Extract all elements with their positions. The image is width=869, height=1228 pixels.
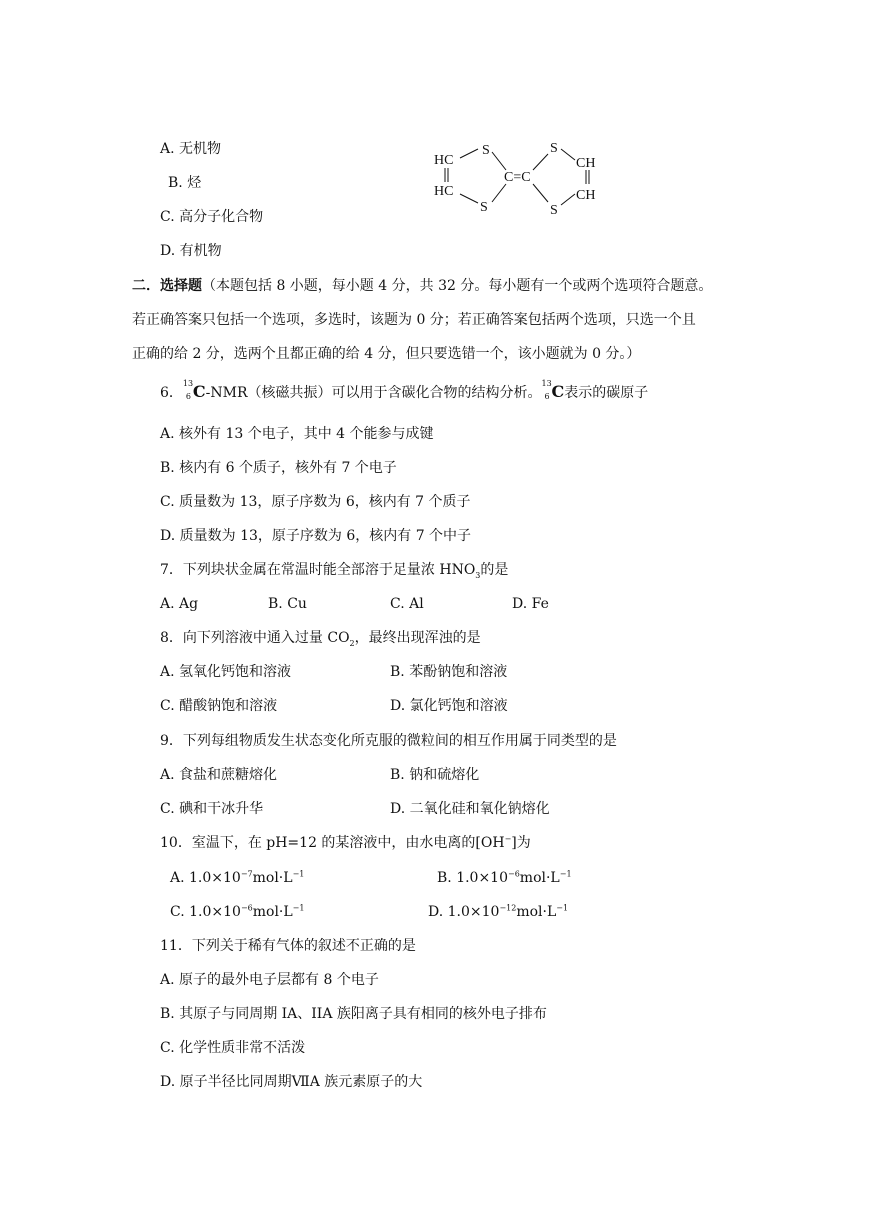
option-exponent: −6 [240,903,253,913]
option-unit: mol·L [519,870,560,886]
q10-stem-text: 10．室温下，在 pH=12 的某溶液中，由水电离的[OH [160,835,505,851]
q8-stem-text: 8．向下列溶液中通入过量 CO [160,630,350,646]
option-exponent: −12 [499,903,517,913]
q7-stem-text: 7．下列块状金属在常温时能全部溶于足量浓 HNO [160,562,476,578]
option-value: B. 1.0×10 [437,870,508,886]
q11-option-c: C. 化学性质非常不活泼 [160,1040,306,1056]
q7-option-a: A. Ag [160,596,199,612]
q6-option-c: C. 质量数为 13，原子序数为 6，核内有 7 个质子 [160,494,471,510]
option-unit-exponent: −1 [292,903,305,913]
mol-bond-c-s4 [533,184,548,202]
section2-intro3: 正确的给 2 分，选两个且都正确的给 4 分，但只要选错一个，该小题就为 0 分。） [132,346,641,362]
mol-hc-bottom: HC [434,184,454,199]
q9-option-a: A. 食盐和蔗糖熔化 [160,767,278,783]
q6-isotope-1 [182,379,194,401]
q10-option-b [437,869,572,887]
option-unit-exponent: −1 [292,869,305,879]
q9-option-d: D. 二氧化硅和氧化钠熔化 [390,801,550,817]
isotope-element: C [551,382,565,401]
section2-line1 [132,277,712,295]
mol-s4: S [550,203,558,218]
option-exponent: −6 [508,869,520,879]
isotope-atomic-number: 6 [185,392,192,401]
mol-s1: S [482,143,490,158]
mol-bond-s3-ch [561,149,575,160]
q8-stem-end: ，最终出现浑浊的是 [354,630,481,646]
q6-number: 6． [160,385,183,401]
mol-bond-s2-c [492,184,506,202]
q7-option-d: D. Fe [512,596,549,612]
section2-intro2: 若正确答案只包括一个选项，多选时，该题为 0 分；若正确答案包括两个选项，只选一个且 [132,312,696,328]
q7-stem-subscript: 3 [475,570,481,580]
q6-text2: 表示的碳原子 [564,385,649,401]
isotope-element: C [192,382,206,401]
section2-intro1: （本题包括 8 小题，每小题 4 分，共 32 分。每小题有一个或两个选项符合题意。 [202,278,713,294]
q8-option-a: A. 氢氧化钙饱和溶液 [160,664,292,680]
isotope-mass-number: 13 [182,379,194,388]
isotope-atomic-number: 6 [544,392,550,401]
q5-option-a: A. 无机物 [160,141,222,157]
q5-option-d: D. 有机物 [160,243,222,259]
q8-option-c: C. 醋酸钠饱和溶液 [160,698,278,714]
q6-option-a: A. 核外有 13 个电子，其中 4 个能参与成键 [160,426,434,442]
q11-option-d: D. 原子半径比同周期ⅦA 族元素原子的大 [160,1074,423,1090]
q8-option-b: B. 苯酚钠饱和溶液 [390,664,508,680]
mol-bond-hc-s1 [460,149,478,158]
option-unit-exponent: −1 [556,903,569,913]
option-unit-exponent: −1 [559,869,572,879]
q7-option-b: B. Cu [268,596,307,612]
q9-option-c: C. 碘和干冰升华 [160,801,264,817]
q8-stem-subscript: 2 [349,638,355,648]
mol-s2: S [480,200,488,215]
q5-option-b: B. 烃 [168,175,202,191]
q7-stem-end: 的是 [480,562,509,578]
q6-option-d: D. 质量数为 13，原子序数为 6，核内有 7 个中子 [160,528,472,544]
mol-bond-c-s3 [533,154,548,170]
q11-option-b: B. 其原子与同周期 IA、IIA 族阳离子具有相同的核外电子排布 [160,1006,547,1022]
mol-ch-top: CH [576,156,596,171]
q10-option-c [170,903,304,921]
q10-stem [160,834,531,852]
tetrathiafulvalene-structure [430,132,610,222]
q10-stem-superscript: − [504,834,512,844]
option-unit: mol·L [516,904,557,920]
mol-ch-bottom: CH [576,188,596,203]
option-value: C. 1.0×10 [170,904,241,920]
q6-text1: -NMR（核磁共振）可以用于含碳化合物的结构分析。 [205,385,542,401]
q11-stem: 11．下列关于稀有气体的叙述不正确的是 [160,938,416,954]
q10-stem-end: ]为 [511,835,531,851]
q10-option-a [170,869,304,887]
option-unit: mol·L [252,904,293,920]
option-unit: mol·L [252,870,293,886]
mol-cc: C=C [504,170,531,185]
q8-option-d: D. 氯化钙饱和溶液 [390,698,508,714]
mol-hc-top: HC [434,153,454,168]
mol-s3: S [550,141,558,156]
mol-bond-s1-c [492,152,506,170]
q11-option-a: A. 原子的最外电子层都有 8 个电子 [160,972,379,988]
q7-option-c: C. Al [390,596,424,612]
q6-option-b: B. 核内有 6 个质子，核外有 7 个电子 [160,460,397,476]
q6-isotope-2 [541,379,552,401]
q10-option-d [428,903,568,921]
option-value: D. 1.0×10 [428,904,500,920]
q8-stem [160,629,481,647]
q6-stem [160,379,649,402]
mol-bond-s4-ch [561,194,575,205]
option-value: A. 1.0×10 [170,870,241,886]
mol-bond-hc-s2 [460,194,478,203]
option-exponent: −7 [240,869,253,879]
isotope-mass-number: 13 [541,379,552,388]
q9-option-b: B. 钠和硫熔化 [390,767,480,783]
q9-stem: 9．下列每组物质发生状态变化所克服的微粒间的相互作用属于同类型的是 [160,733,617,749]
section2-title: 二．选择题 [132,278,202,294]
q7-stem [160,561,508,579]
q5-option-c: C. 高分子化合物 [160,209,264,225]
